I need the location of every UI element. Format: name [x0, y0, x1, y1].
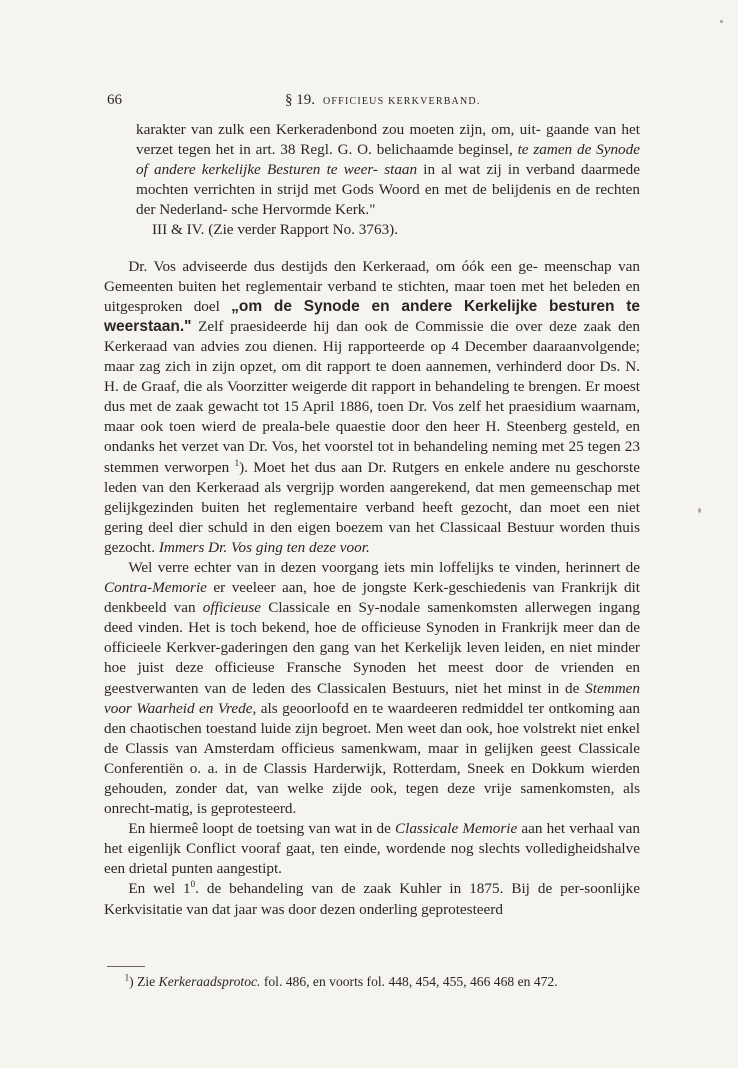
footnote-mark: 1: [124, 972, 130, 983]
italic-phrase: Contra-Memorie: [104, 579, 207, 597]
quote-line: beginsel,: [458, 141, 518, 159]
text-run: Wel verre echter van in dezen voorgang iets min loffelijks te vinden, herinnert de: [128, 558, 640, 576]
quote-line: in al wat zij in verband daarmede mochten verrichten in strijd: [136, 161, 640, 199]
bold-quote: „om de Synode en andere Kerkelijke besturen te weerstaan.": [104, 297, 640, 335]
text-run: Zelf praesideerde hij dan ook de Commissie die over deze zaak den Kerkeraad van advies zou dienen. Hij rapporteerde op 4 December daaraanvolgende; maar zag zich in zijn opzet, om dit rapport te doen aannemen, verhinderd door Ds. N. H. de Graaf, die als Voorzitter weigerde dit rapport in behandeling te brengen. Er moest dus met de zaak gewacht tot 15 April 1886, toen Dr. Vos zelf het praesidium waarnam, maar ook toen wierd de preala-bele quaestie door den heer H. Steenberg gesteld, en ondanks het verzet van Dr. Vos, het voorstel tot in behandeling neming met 25 tegen 23 stemmen verworpen: [104, 317, 640, 476]
quote-line: gaande van het verzet tegen het in art. 38 Regl. G. O. belichaamde: [136, 121, 640, 159]
italic-phrase: Stemmen voor Waarheid en Vrede: [104, 679, 640, 717]
text-run: ) Zie: [129, 974, 159, 989]
paragraph-toetsing: [104, 819, 640, 879]
text-run: fol. 486, en voorts fol. 448, 454, 455, 466 468 en 472.: [260, 974, 558, 989]
text-run: er veeleer aan, hoe de jongste Kerk-geschiedenis van Frankrijk dit denkbeeld van: [104, 579, 640, 617]
italic-phrase: Classicale Memorie: [394, 820, 518, 838]
paragraph-kuhler: [104, 879, 640, 919]
quote-line: karakter van zulk een Kerkeradenbond zou moeten zijn, om, uit-: [136, 121, 541, 138]
text-run: meenschap van Gemeenten buiten het reglementair verband te stichten,: [104, 257, 641, 295]
paragraph-vos: [104, 257, 640, 558]
quoted-rapport: [104, 120, 640, 220]
italic-phrase: officieuse: [202, 599, 261, 617]
footnote-ref: 1: [234, 457, 240, 468]
quote-reference: III & IV. (Zie verder Rapport No. 3763).: [152, 221, 399, 239]
italic-phrase: Immers Dr. Vos ging ten deze voor.: [158, 538, 370, 556]
running-title: OFFICIEUS KERKVERBAND.: [323, 96, 481, 107]
section-heading: [285, 90, 481, 112]
text-run: ). Moet het dus aan Dr. Rutgers en enkele andere nu geschorste leden van den Kerkeraad als vergrijp worden aangerekend, dat men gemeenschap met gelijkgezinden buiten het reglementaire verband heeft gezocht, dan moet een niet gering deel dier schuld in den eigen boezem van het Classicaal Bestuur worden thuis gezocht.: [104, 458, 640, 556]
text-run: maar toen met het beleden en uitgesproken doel: [104, 277, 641, 315]
paper-speck: [720, 20, 723, 23]
footnote: [107, 972, 639, 991]
running-header: [107, 90, 635, 110]
quote-italic: te zamen de Synode of andere kerkelijke Besturen te weer-: [136, 141, 640, 179]
superscript: 0: [190, 879, 196, 890]
quote-line: sche Hervormde Kerk.": [231, 201, 376, 219]
body-text: [104, 120, 640, 920]
page-number: 66: [107, 92, 122, 108]
text-run: Classicale en Sy-nodale samenkomsten allerwegen ingang deed vinden. Het is toch bekend, hoe de officieuse Synoden in Frankrijk meer dan de officieele Kerkver-gaderingen den gang van het Kerkelijk leven leiden, en niet minder hoe juist deze officieuse Fransche Synoden het meest door de vrienden en geestverwanten van de leden des Classicalen Bestuurs, niet het minst in de: [104, 599, 640, 697]
text-run: , als geoorloofd en te waardeeren redmiddel ter ontkoming aan den chaotischen toestand luide zijn begroet. Men weet dan ook, hoe volstrekt niet enkel de Classis van Amsterdam officieus samenkwam, maar in gelijken geest Classicale Conferentiën o. a. in de Classis Harderwijk, Rotterdam, Sneek en Dokkum wierden gehouden, zonder dat, van welke zijde ook, tegen deze vrije samenkomsten, als onrecht-matig, is geprotesteerd.: [104, 699, 640, 818]
paper-speck: [698, 508, 701, 513]
italic-phrase: Kerkeraadsprotoc.: [158, 974, 261, 989]
text-run: . de behandeling van de zaak Kuhler in 1875. Bij de per-soonlijke Kerkvisitatie van dat jaar was door dezen onderling geprotesteerd: [104, 880, 640, 918]
text-run: aan het verhaal van het eigenlijk Conflict vooraf gaat, ten einde, wordende nog slechts volledigheidshalve een drietal punten aangestipt.: [104, 820, 641, 878]
paragraph-contra-memorie: [104, 558, 640, 819]
footnote-rule: [107, 966, 145, 967]
text-run: En hiermeê loopt de toetsing van wat in de: [128, 820, 395, 838]
quote-line: met Gods Woord en met de belijdenis en de rechten der Nederland-: [136, 181, 641, 219]
quote-italic: staan: [384, 161, 418, 179]
section-number: § 19.: [285, 92, 315, 108]
text-run: En wel 1: [128, 880, 191, 898]
text-run: Dr. Vos adviseerde dus destijds den Kerkeraad, om óók een ge-: [128, 257, 538, 275]
